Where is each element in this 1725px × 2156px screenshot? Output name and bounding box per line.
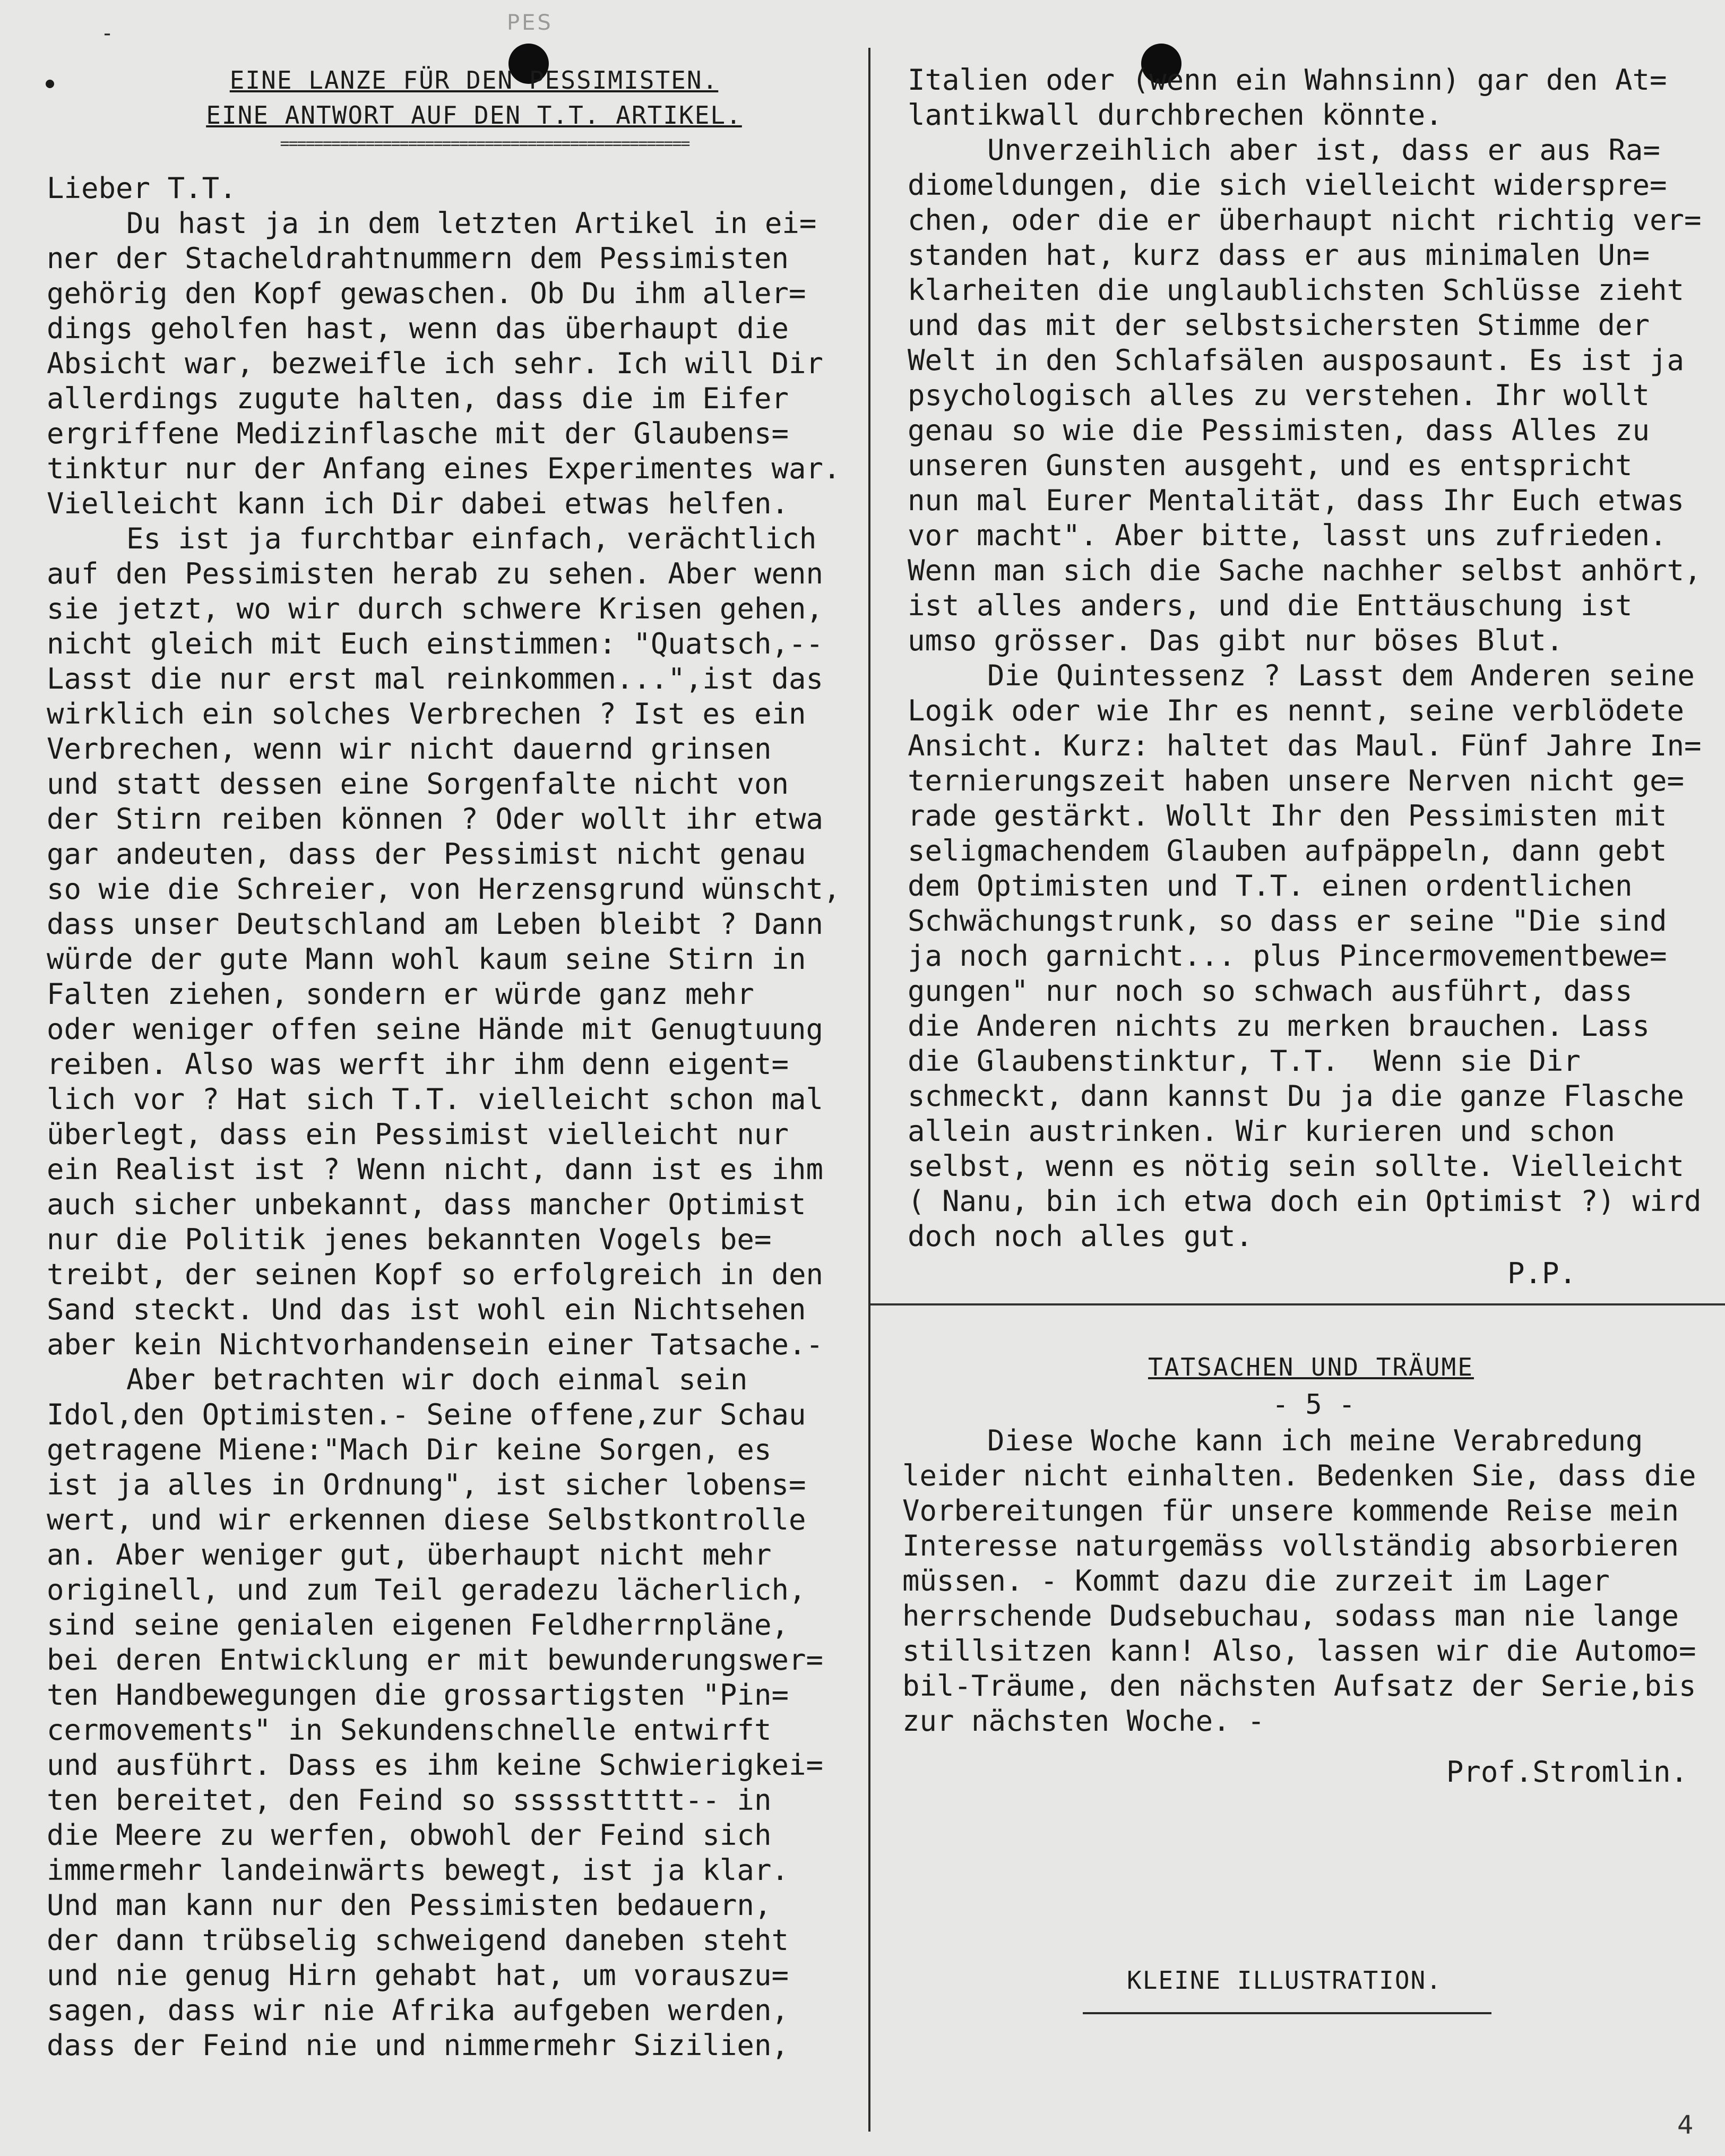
column-divider (868, 48, 870, 2132)
top-mark: - (101, 21, 114, 46)
page-number: 4 (1677, 2110, 1694, 2140)
article-paragraph: Es ist ja furchtbar einfach, verächtlich auf den Pessimisten herab zu sehen. Aber wenn sie jetzt, wo wir durch schwere Krisen gehen, nicht gleich mit Euch einstimmen: "Quatsch,-- Lasst die nur erst mal reinkommen...",ist das wirklich ein solches Verbrechen ? Ist es ein Verbrechen, wenn wir nicht dauernd grinsen und statt dessen eine Sorgenfalte nicht von der Stirn reiben können ? Oder wollt ihr etwa gar andeuten, dass der Pessimist nicht genau so wie die Schreier, von Herzensgrund wünscht, dass unser Deutschland am Leben bleibt ? Dann würde der gute Mann wohl kaum seine Stirn in Falten ziehen, sondern er würde ganz mehr oder weniger offen seine Hände mit Genugtuung reiben. Also was werft ihr ihm denn eigent= lich vor ? Hat sich T.T. vielleicht schon mal überlegt, dass ein Pessimist vielleicht nur ein Realist ist ? Wenn nicht, dann ist es ihm auch sicher unbekannt, dass mancher Optimist nur die Politik jenes bekannten Vogels be= treibt, der seinen Kopf so erfolgreich in den Sand steckt. Und das ist wohl ein Nichtsehen aber kein Nichtvorhandensein einer Tatsache.- (47, 522, 841, 1361)
salutation: Lieber T.T. (47, 171, 237, 205)
tatsachen-section (902, 1351, 1709, 1790)
article-paragraph: Die Quintessenz ? Lasst dem Anderen seine Logik oder wie Ihr es nennt, seine verblödete Ansicht. Kurz: haltet das Maul. Fünf Jahre In= ternierungszeit haben unsere Nerven nicht ge= rade gestärkt. Wollt Ihr den Pessimisten mit seligmachendem Glauben aufpäppeln, dann gebt dem Optimisten und T.T. einen ordentlichen Schwächungstrunk, so dass er seine "Die sind ja noch garnicht... plus Pincermovementbewe= gungen" nur noch so schwach ausführt, dass die Anderen nichts zu merken brauchen. Lass die Glaubenstinktur, T.T. Wenn sie Dir schmeckt, dann kannst Du ja die ganze Flasche allein austrinken. Wir kurieren und schon selbst, wenn es nötig sein sollte. Vielleicht ( Nanu, bin ich etwa doch ein Optimist ?) wird doch noch alles gut. (908, 659, 1702, 1253)
section-paragraph: Diese Woche kann ich meine Verabredung leider nicht einhalten. Bedenken Sie, dass die Vorbereitungen für unsere kommende Reise mein Interesse naturgemäss vollständig absorbieren müssen. - Kommt dazu die zurzeit im Lager herrschende Dudsebuchau, sodass man nie lange stillsitzen kann! Also, lassen wir die Automo= bil-Träume, den nächsten Aufsatz der Serie,bis zur nächsten Woche. - (902, 1424, 1696, 1738)
article-right-column (908, 63, 1714, 1291)
article-signature: P.P. (1507, 1257, 1576, 1290)
article-left-column (47, 63, 843, 2063)
title-rule: ================================================ (280, 134, 689, 153)
section-number: - 5 - (1272, 1389, 1356, 1421)
illustration-title: KLEINE ILLUSTRATION. (1127, 1966, 1442, 1995)
section-divider (870, 1303, 1725, 1305)
article-title-line1: EINE LANZE FÜR DEN PESSIMISTEN. (229, 66, 719, 95)
pencil-note: PES (507, 11, 553, 35)
article-paragraph-continued: Italien oder (wenn ein Wahnsinn) gar den At= lantikwall durchbrechen könnte. (908, 63, 1667, 132)
section-title: TATSACHEN UND TRÄUME (1148, 1353, 1474, 1381)
article-paragraph: Aber betrachten wir doch einmal sein Idol,den Optimisten.- Seine offene,zur Schau getragene Miene:"Mach Dir keine Sorgen, es ist ja alles in Ordnung", ist sicher lobens= wert, und wir erkennen diese Selbstkontrolle an. Aber weniger gut, überhaupt nicht mehr originell, und zum Teil geradezu lächerlich, sind seine genialen eigenen Feldherrnpläne, bei deren Entwicklung er mit bewunderungswer= ten Handbewegungen die grossartigsten "Pin= cermovements" in Sekundenschnelle entwirft und ausführt. Dass es ihm keine Schwierigkei= ten bereitet, den Feind so sssssttttt-- in die Meere zu werfen, obwohl der Feind sich immermehr landeinwärts bewegt, ist ja klar. Und man kann nur den Pessimisten bedauern, der dann trübselig schweigend daneben steht und nie genug Hirn gehabt hat, um vorauszu= sagen, dass wir nie Afrika aufgeben werden, dass der Feind nie und nimmermehr Sizilien, (47, 1363, 823, 2062)
illustration-rule (1083, 2012, 1491, 2014)
section-signature: Prof.Stromlin. (1446, 1755, 1688, 1789)
article-paragraph: Unverzeihlich aber ist, dass er aus Ra= diomeldungen, die sich vielleicht widerspre= chen, oder die er überhaupt nicht richtig ver= standen hat, kurz dass er aus minimalen Un= klarheiten die unglaublichsten Schlüsse zieht und das mit der selbstsichersten Stimme der Welt in den Schlafsälen ausposaunt. Es ist ja psychologisch alles zu verstehen. Ihr wollt genau so wie die Pessimisten, dass Alles zu unseren Gunsten ausgeht, und es entspricht nun mal Eurer Mentalität, dass Ihr Euch etwas vor macht". Aber bitte, lasst uns zufrieden. Wenn man sich die Sache nachher selbst anhört, ist alles anders, und die Enttäuschung ist umso grösser. Das gibt nur böses Blut. (908, 133, 1702, 657)
section-body (902, 1423, 1709, 1739)
article-title-line2: EINE ANTWORT AUF DEN T.T. ARTIKEL. (206, 101, 742, 130)
article-paragraph: Du hast ja in dem letzten Artikel in ei= ner der Stacheldrahtnummern dem Pessimisten gehörig den Kopf gewaschen. Ob Du ihm aller= dings geholfen hast, wenn das überhaupt die Absicht war, bezweifle ich sehr. Ich will Dir allerdings zugute halten, dass die im Eifer ergriffene Medizinflasche mit der Glaubens= tinktur nur der Anfang eines Experimentes war. Vielleicht kann ich Dir dabei etwas helfen. (47, 207, 841, 520)
